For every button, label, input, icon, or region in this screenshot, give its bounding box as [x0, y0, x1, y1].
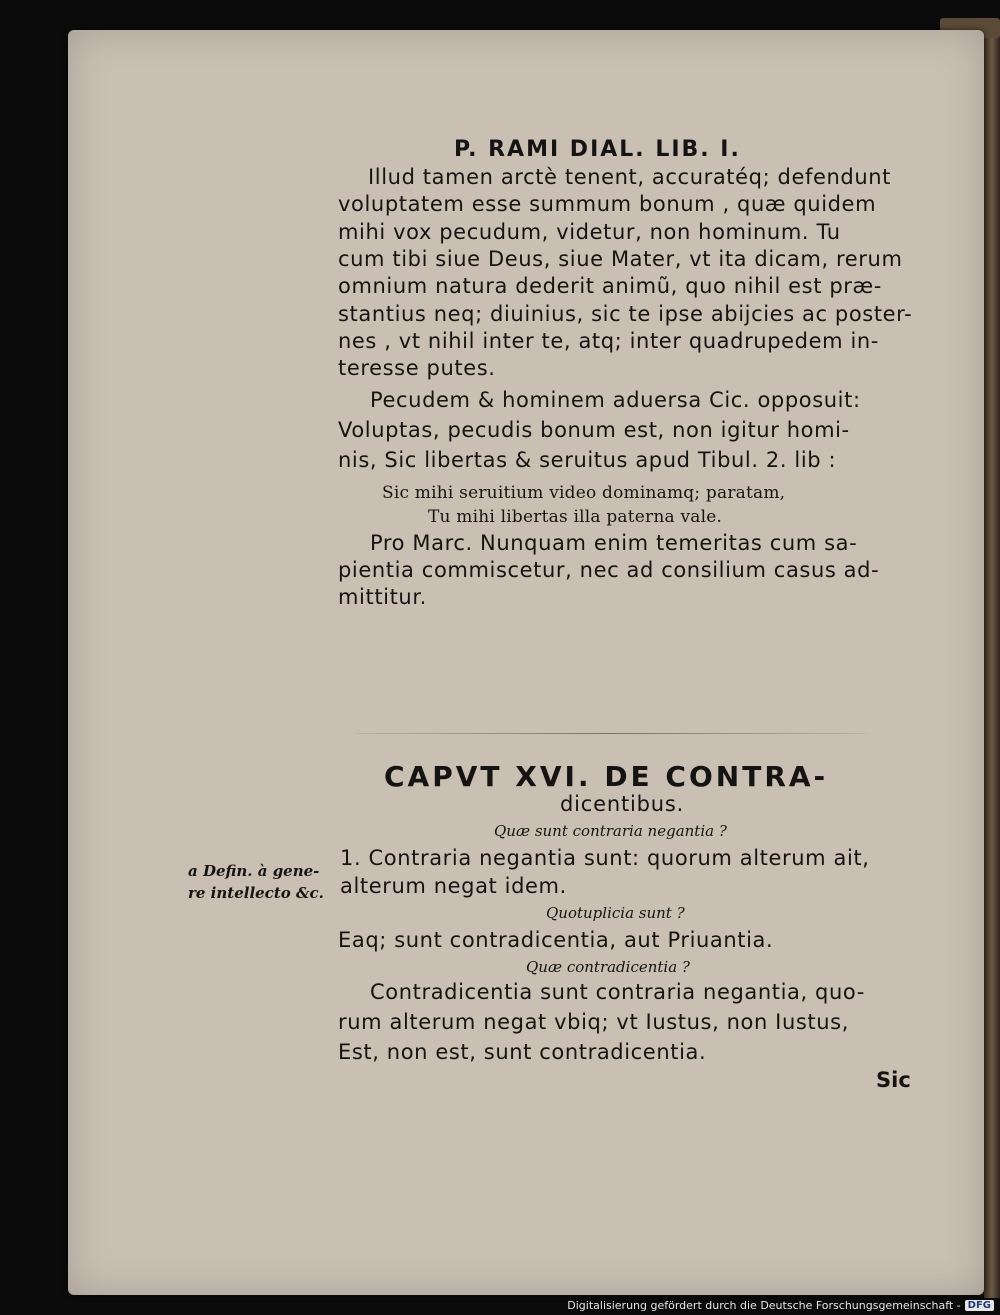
section-divider	[356, 733, 866, 734]
chapter-subheading: dicentibus.	[560, 792, 685, 816]
text-line: mittitur.	[338, 585, 427, 609]
text-line: voluptatem esse summum bonum , quæ quidem	[338, 192, 877, 217]
text-line: nes , vt nihil inter te, atq; inter quadrupedem in-	[338, 328, 879, 353]
text-line: rum alterum negat vbiq; vt Iustus, non Iustus,	[338, 1010, 849, 1034]
text-line: omnium natura dederit animũ, quo nihil est præ-	[338, 274, 882, 299]
dfg-logo: DFG	[965, 1300, 994, 1311]
text-line: teresse putes.	[338, 356, 496, 381]
footer-text: Digitalisierung gefördert durch die Deutsche Forschungsgemeinschaft -	[567, 1299, 961, 1312]
text-line: Pecudem & hominem aduersa Cic. opposuit:	[370, 388, 861, 412]
margin-note: re intellecto &c.	[188, 884, 324, 902]
catchword: Sic	[876, 1068, 911, 1092]
running-head: P. RAMI DIAL. LIB. I.	[454, 137, 741, 162]
text-line: pientia commiscetur, nec ad consilium casus ad-	[338, 558, 880, 582]
chapter-heading: CAPVT XVI. DE CONTRA-	[384, 760, 829, 793]
digitization-footer	[567, 1299, 994, 1312]
text-line: alterum negat idem.	[340, 874, 567, 898]
text-line: nis, Sic libertas & seruitus apud Tibul. 2. lib :	[338, 448, 837, 472]
question: Quotuplicia sunt ?	[546, 904, 685, 922]
text-line: Est, non est, sunt contradicentia.	[338, 1040, 707, 1064]
verse-line: Tu mihi libertas illa paterna vale.	[428, 507, 723, 527]
text-line: cum tibi siue Deus, siue Mater, vt ita dicam, rerum	[338, 246, 903, 271]
text-line: Illud tamen arctè tenent, accuratéq; defendunt	[368, 165, 891, 189]
text-line: Contradicentia sunt contraria negantia, quo-	[370, 980, 865, 1004]
text-line: Voluptas, pecudis bonum est, non igitur homi-	[338, 418, 850, 442]
text-line: Pro Marc. Nunquam enim temeritas cum sa-	[370, 531, 858, 555]
text-line: mihi vox pecudum, videtur, non hominum. Tu	[338, 219, 841, 244]
text-line: stantius neq; diuinius, sic te ipse abijcies ac poster-	[338, 301, 913, 326]
question: Quæ sunt contraria negantia ?	[494, 822, 727, 840]
verse-line: Sic mihi seruitium video dominamq; paratam,	[382, 483, 786, 503]
question: Quæ contradicentia ?	[526, 958, 690, 976]
text-line: Eaq; sunt contradicentia, aut Priuantia.	[338, 928, 774, 952]
text-line: 1. Contraria negantia sunt: quorum alterum ait,	[340, 846, 870, 870]
book-edge	[984, 22, 1000, 1298]
margin-note: a Defin. à gene-	[188, 862, 320, 880]
